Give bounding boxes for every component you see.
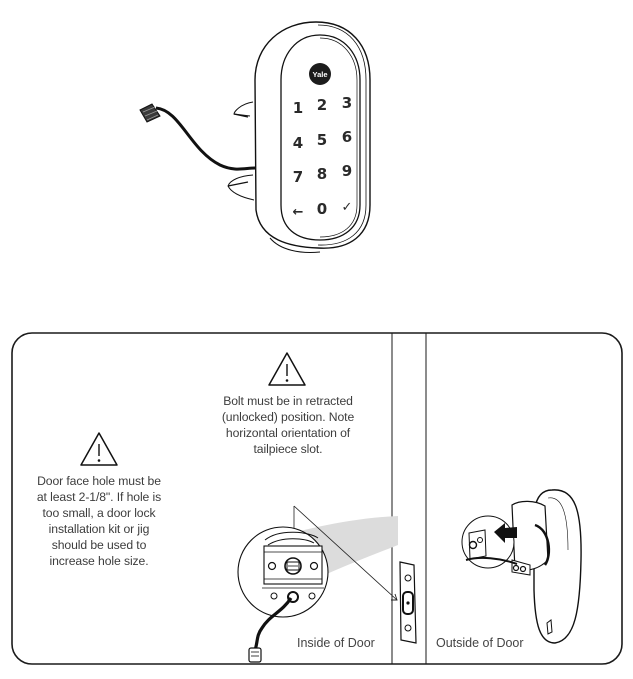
- warning-text-bolt: Bolt must be in retracted (unlocked) position. Note horizontal orientation of tailpiece slot.: [221, 394, 355, 456]
- instruction-panel: [0, 320, 633, 679]
- key-8: 8: [316, 165, 328, 183]
- tailpiece-closeup: [238, 527, 328, 617]
- yale-logo-text: Yale: [312, 70, 328, 79]
- key-4: 4: [292, 134, 304, 152]
- key-3: 3: [341, 94, 353, 112]
- keypad-lock-drawing: [0, 0, 633, 300]
- cable-connector-icon: [249, 648, 261, 662]
- strike-plate: [400, 562, 416, 643]
- label-outside-of-door: Outside of Door: [436, 636, 524, 650]
- key-back-arrow-icon: ←: [292, 205, 304, 220]
- key-0: 0: [316, 200, 328, 218]
- keypad-illustration: [0, 0, 633, 300]
- key-2: 2: [316, 96, 328, 114]
- key-9: 9: [341, 162, 353, 180]
- key-check-icon: ✓: [341, 200, 353, 215]
- label-inside-of-door: Inside of Door: [297, 636, 375, 650]
- warning-text-hole-size: Door face hole must be at least 2-1/8". If hole is too small, a door lock installation kit or jig should be used to increase hole size.: [36, 474, 162, 568]
- key-1: 1: [292, 99, 304, 117]
- key-5: 5: [316, 131, 328, 149]
- key-6: 6: [341, 128, 353, 146]
- key-7: 7: [292, 168, 304, 186]
